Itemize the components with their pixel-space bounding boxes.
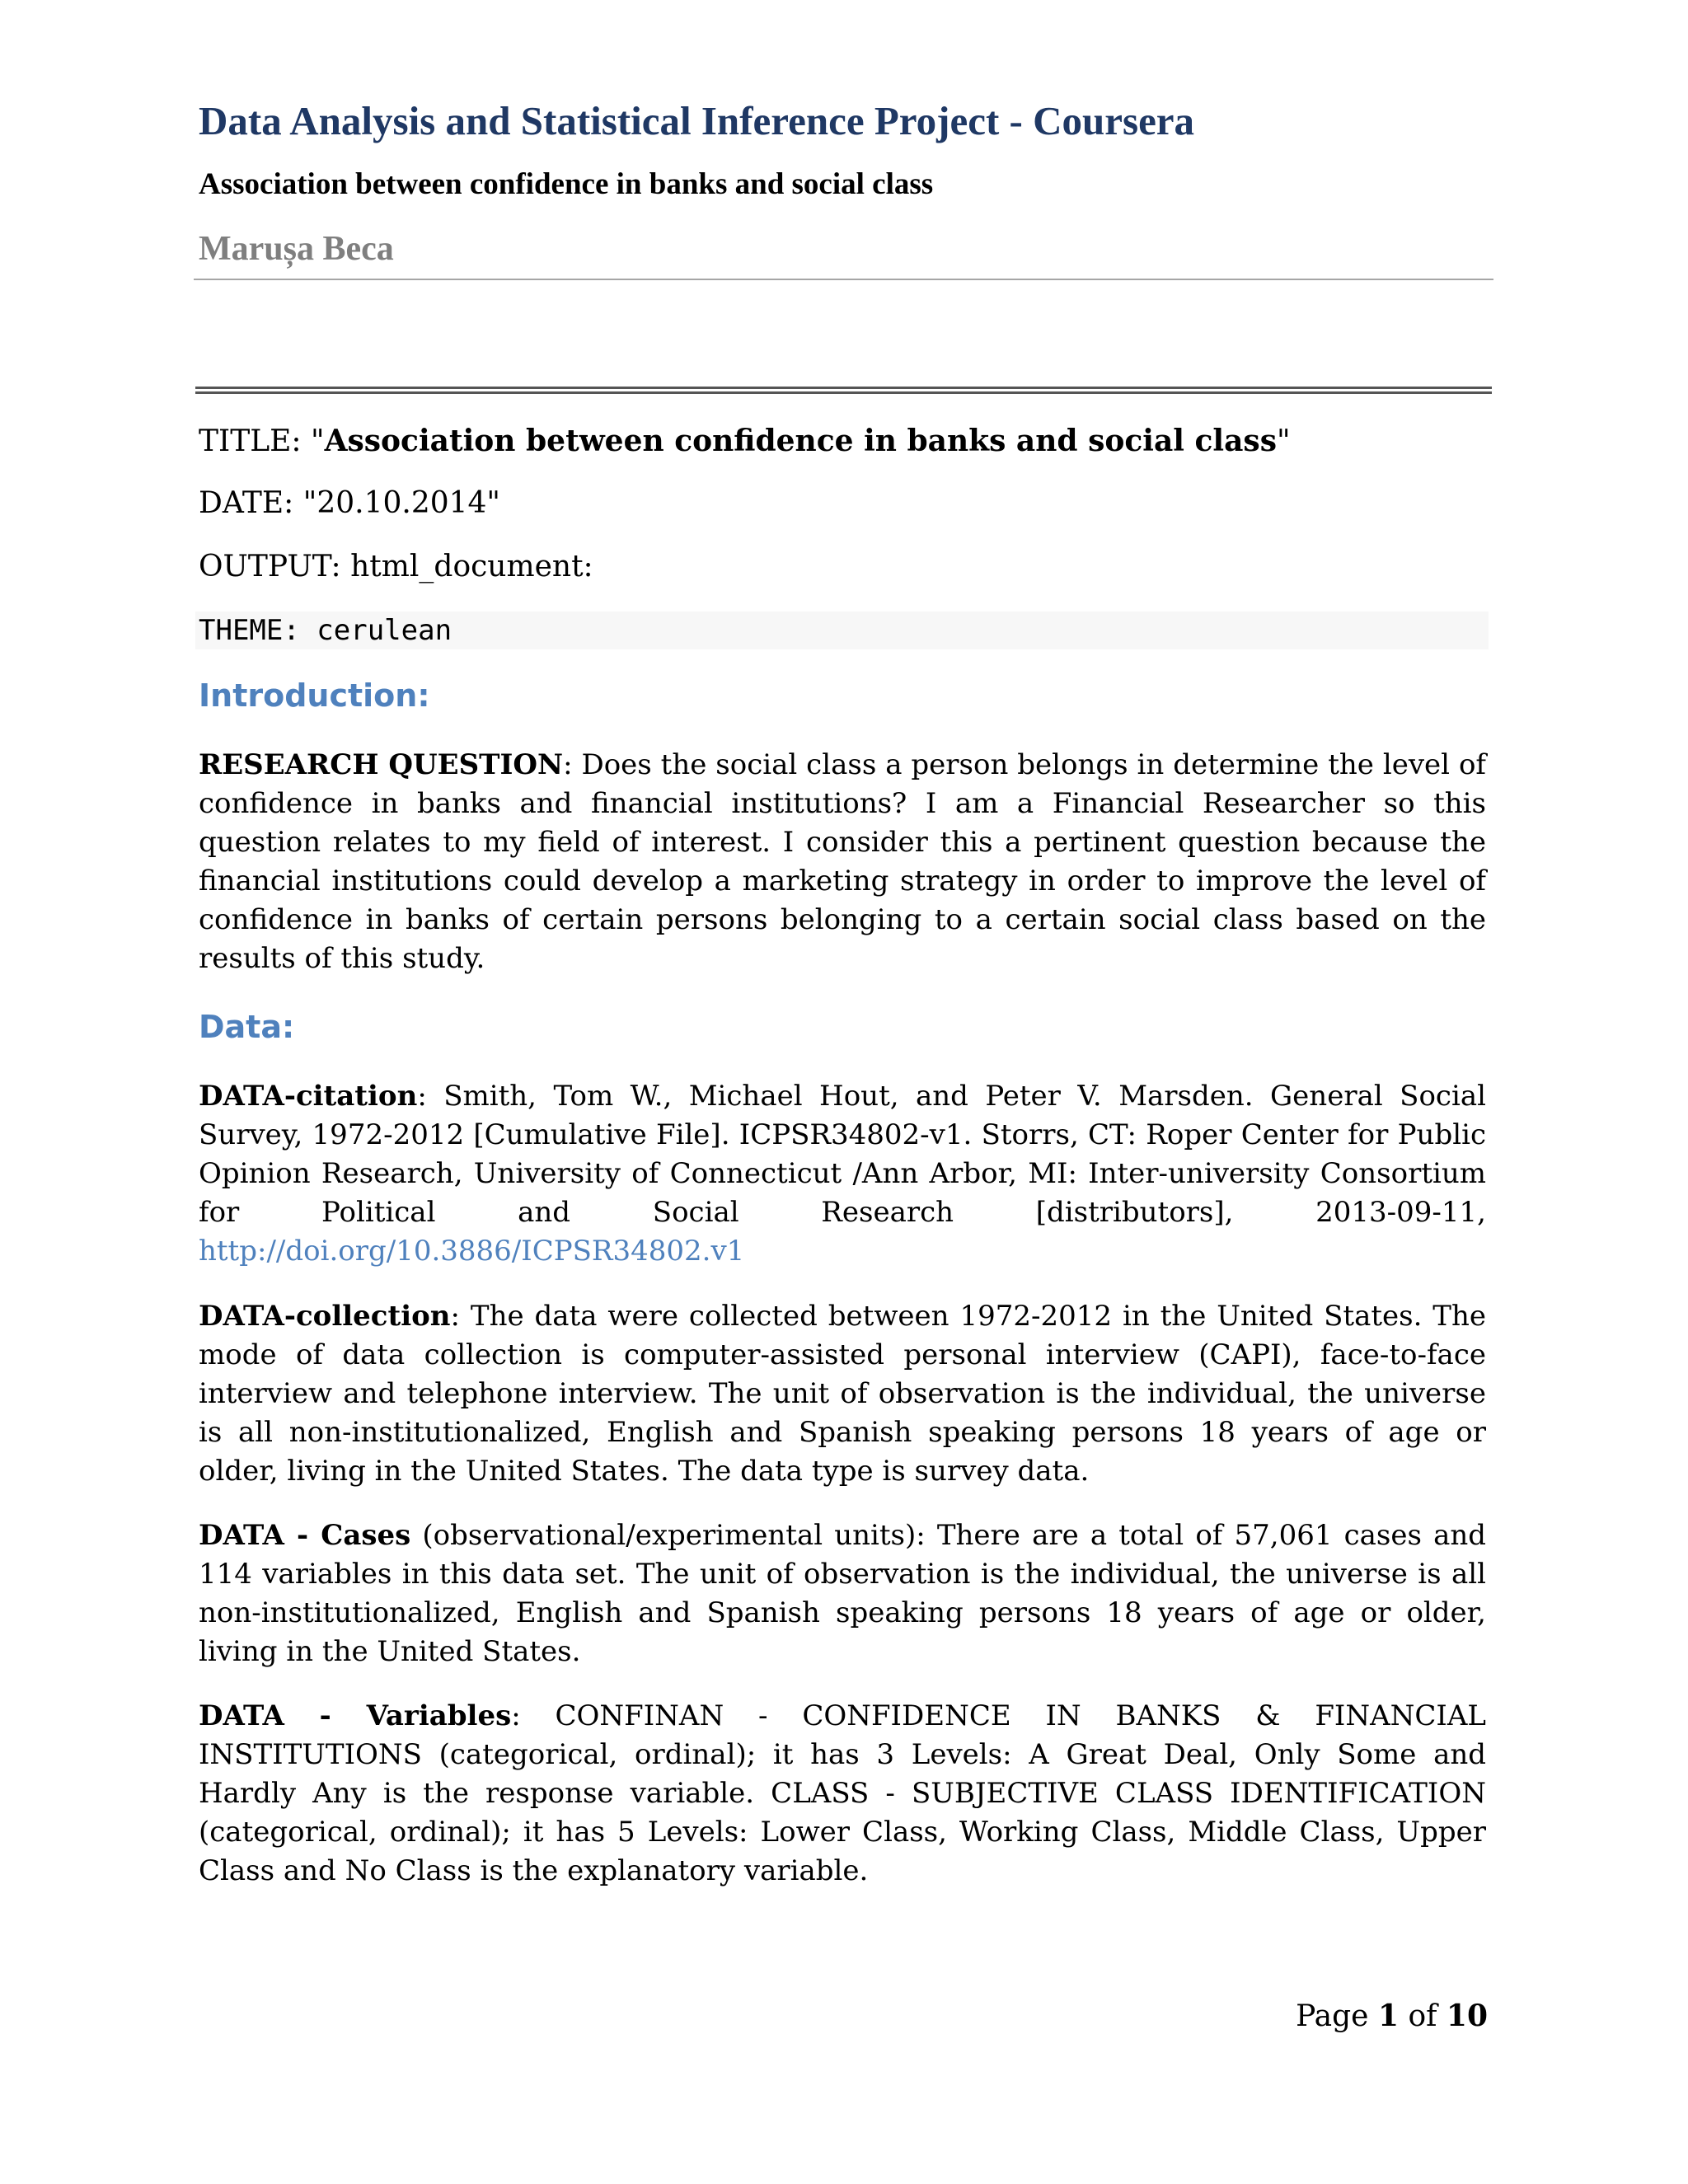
data-collection-text: : The data were collected between 1972-2012 in the United States. The mode of data collection is computer-assisted personal interview (CAPI), face-to-face interview and telephone interview. The unit of observation is the individual, the universe is all non-institutionalized, English and Spanish speaking persons 18 years of age or older, living in the United States. The data type is survey data. (199, 1300, 1486, 1488)
of-word: of (1399, 1999, 1447, 2033)
meta-date-line: DATE: "20.10.2014" (199, 486, 500, 520)
current-page: 1 (1377, 1999, 1399, 2033)
data-citation-label: DATA-citation (199, 1080, 418, 1113)
theme-code-line: THEME: cerulean (195, 612, 1489, 649)
total-pages: 10 (1446, 1999, 1488, 2033)
header-divider (194, 279, 1493, 280)
data-heading: Data: (199, 1009, 295, 1045)
data-cases-label: DATA - Cases (199, 1519, 411, 1552)
data-variables-label: DATA - Variables (199, 1699, 512, 1732)
data-variables-text: : CONFINAN - CONFIDENCE IN BANKS & FINANCIAL INSTITUTIONS (categorical, ordinal); it has 3 Levels: A Great Deal, Only Some and Hardly Any is the response variable. CLASS - SUBJECTIVE CLASS IDENTIFICATION (categorical, ordinal); it has 5 Levels: Lower Class, Working Class, Middle Class, Upper Class and No Class is the explanatory variable. (199, 1699, 1486, 1887)
data-citation-paragraph (199, 1077, 1486, 1271)
introduction-heading: Introduction: (199, 677, 430, 714)
data-collection-label: DATA-collection (199, 1300, 451, 1333)
double-divider (195, 387, 1492, 394)
data-citation-text: : Smith, Tom W., Michael Hout, and Peter V. Marsden. General Social Survey, 1972-2012 [Cumulative File]. ICPSR34802-v1. Storrs, CT: Roper Center for Public Opinion Research, University of Connecticut /Ann Arbor, MI: Inter-university Consortium for Political and Social Research [distributors], 2013-09-11, (199, 1080, 1486, 1229)
data-collection-paragraph (199, 1297, 1486, 1491)
document-subtitle: Association between confidence in banks and social class (199, 167, 934, 201)
author-name: Marușa Beca (199, 230, 394, 268)
data-cases-paragraph (199, 1516, 1486, 1671)
document-title: Data Analysis and Statistical Inference Project - Coursera (199, 98, 1195, 143)
page-word: Page (1296, 1999, 1378, 2033)
meta-title-prefix: TITLE: " (199, 424, 325, 458)
meta-title-line (199, 424, 1291, 458)
research-question-text: : Does the social class a person belongs in determine the level of confidence in banks and financial institutions? I am a Financial Researcher so this question relates to my field of interest. I consider this a pertinent question because the financial institutions could develop a marketing strategy in order to improve the level of confidence in banks of certain persons belonging to a certain social class based on the results of this study. (199, 748, 1487, 975)
meta-title-suffix: " (1276, 424, 1291, 458)
meta-output-line: OUTPUT: html_document: (199, 550, 593, 583)
research-question-paragraph (199, 746, 1486, 978)
meta-title-value: Association between confidence in banks and social class (324, 424, 1277, 458)
data-variables-paragraph (199, 1697, 1486, 1891)
page-number (1296, 1999, 1488, 2033)
doi-link[interactable]: http://doi.org/10.3886/ICPSR34802.v1 (199, 1235, 745, 1268)
data-cases-text: (observational/experimental units): There are a total of 57,061 cases and 114 variables in this data set. The unit of observation is the individual, the universe is all non-institutionalized, English and Spanish speaking persons 18 years of age or older, living in the United States. (199, 1519, 1487, 1668)
research-question-label: RESEARCH QUESTION (199, 748, 564, 781)
